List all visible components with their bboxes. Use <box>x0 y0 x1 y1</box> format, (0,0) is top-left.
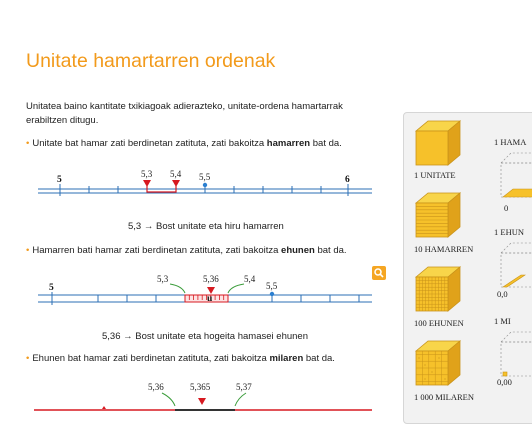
hundredths-image <box>414 265 464 315</box>
number-line-2 <box>0 270 400 310</box>
line2-mark-label: 5,3 <box>157 274 169 284</box>
page-title: Unitate hamartarren ordenak <box>26 50 276 72</box>
line1-mark-label: 5,3 <box>141 169 153 179</box>
unit-cube-image <box>414 119 464 169</box>
block-label: 10 HAMARREN <box>414 244 474 254</box>
block-label: 1 HAMA <box>494 137 527 147</box>
marker-triangle <box>172 180 180 187</box>
block-label: 1 EHUN <box>494 227 524 237</box>
block-value: 0 <box>504 203 509 213</box>
arrow-icon <box>235 393 246 406</box>
line3-mark-label: 5,37 <box>236 382 252 392</box>
number-line-3 <box>0 378 400 415</box>
thousandth-wireframe-image <box>499 328 532 378</box>
marker-triangle <box>143 180 151 187</box>
line1-mark-label: 5,5 <box>199 172 211 182</box>
arrow-icon <box>228 284 244 293</box>
line2-mark-label: 5,36 <box>203 274 219 284</box>
thousandths-image <box>414 339 464 389</box>
line3-mark-label: 5,365 <box>190 382 211 392</box>
arrow-icon <box>170 284 185 293</box>
unit-mark: u <box>207 294 213 304</box>
bullet-ehunen: • Hamarren bati hamar zati berdinetan zatituta, zati bakoitza ehunen bat da. <box>26 245 347 256</box>
bullet-dot: • <box>26 353 30 364</box>
blocks-panel <box>403 112 532 424</box>
block-label: 1 UNITATE <box>414 170 456 180</box>
hundredth-wireframe-image <box>499 239 532 289</box>
arrow-icon <box>162 393 175 406</box>
block-label: 1 MI <box>494 316 511 326</box>
caption-2: 5,36 → Bost unitate eta hogeita hamasei ehunen <box>102 331 308 342</box>
block-value: 0,00 <box>497 377 512 387</box>
bullet-hamarren: • Unitate bat hamar zati berdinetan zatituta, zati bakoitza hamarren bat da. <box>26 138 342 149</box>
bullet-milaren: • Ehunen bat hamar zati berdinetan zatituta, zati bakoitza milaren bat da. <box>26 353 335 364</box>
block-value: 0,0 <box>497 289 508 299</box>
bullet-dot: • <box>26 245 30 256</box>
marker-triangle <box>198 398 206 405</box>
line2-mark-label: 5,4 <box>244 274 256 284</box>
tenth-wireframe-image <box>499 149 532 199</box>
line1-end-label: 6 <box>345 175 350 185</box>
intro-text: Unitatea baino kantitate txikiagoak adierazteko, unitate-ordena hamartarrak erabiltzen ditugu. <box>26 101 343 126</box>
line3-mark-label: 5,36 <box>148 382 164 392</box>
block-label: 1 000 MILAREN <box>414 392 474 402</box>
block-label: 100 EHUNEN <box>414 318 464 328</box>
bullet-dot: • <box>26 138 30 149</box>
line1-mark-label: 5,4 <box>170 169 182 179</box>
marker-triangle <box>207 287 215 294</box>
marker-dot <box>203 183 207 187</box>
marker-dot <box>270 292 274 296</box>
line2-mark-label: 5,5 <box>266 281 278 291</box>
caption-1: 5,3 → Bost unitate eta hiru hamarren <box>128 221 284 232</box>
line1-start-label: 5 <box>57 175 62 185</box>
number-line-1 <box>0 165 400 205</box>
line2-start-label: 5 <box>49 283 54 293</box>
tenths-image <box>414 191 464 241</box>
